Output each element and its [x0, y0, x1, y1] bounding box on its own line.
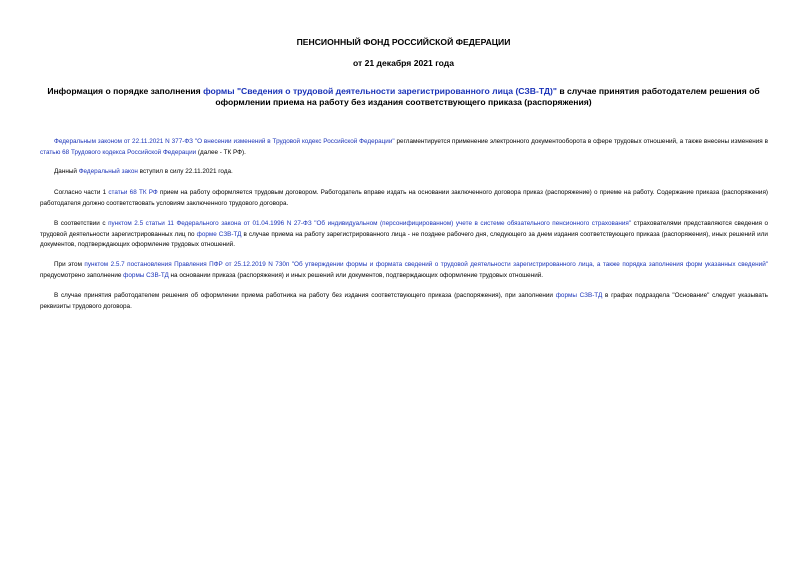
- paragraph-1: [40, 137, 768, 158]
- paragraph-3: [40, 188, 768, 209]
- szv-td-form-link[interactable]: формы СЗВ-ТД: [555, 292, 603, 299]
- title-text-end: в случае принятия работодателем решения об оформлении приема на работу без издания соответствующего приказа (распоряжения): [215, 86, 760, 107]
- paragraph-2: [40, 167, 768, 178]
- paragraph-5: [40, 260, 768, 281]
- paragraph-text: регламентируется применение электронного документооборота в сфере трудовых отношений, а также внесены изменения в: [394, 138, 768, 145]
- paragraph-text: вступил в силу 22.11.2021 года.: [137, 168, 233, 175]
- pfr-resolution-730p-link[interactable]: пунктом 2.5.7 постановления Правления ПФР от 25.12.2019 N 730п "Об утверждении формы и формата сведений о трудовой деятельности зарегистрированного лица, а также порядка заполнения форм указанных сведений": [84, 261, 768, 268]
- organization-heading: ПЕНСИОННЫЙ ФОНД РОССИЙСКОЙ ФЕДЕРАЦИИ: [296, 37, 511, 47]
- paragraph-text: Согласно части 1: [54, 189, 109, 196]
- paragraph-text: В случае принятия работодателем решения об оформлении приема работника на работу без издания соответствующего приказа (распоряжения), при заполнении: [54, 292, 556, 299]
- szv-td-form-link[interactable]: форме СЗВ-ТД: [196, 230, 242, 238]
- paragraph-6: [40, 291, 768, 312]
- paragraph-text: (далее - ТК РФ).: [196, 148, 246, 156]
- document-title: [40, 86, 767, 108]
- title-form-link[interactable]: формы "Сведения о трудовой деятельности зарегистрированного лица (СЗВ-ТД)": [203, 86, 557, 96]
- paragraph-text: Данный: [54, 168, 79, 175]
- paragraph-text: в графах подраздела "Основание" следует указывать реквизиты трудового договора.: [40, 292, 768, 310]
- document-date: от 21 декабря 2021 года: [352, 58, 455, 68]
- federal-law-377-link[interactable]: Федеральным законом от 22.11.2021 N 377-ФЗ "О внесении изменений в Трудовой кодекс Российской Федерации": [54, 138, 395, 145]
- paragraph-text: на основании приказа (распоряжения) и иных решений или документов, подтверждающих оформление трудовых отношений.: [168, 271, 544, 279]
- article-68-link[interactable]: статьи 68 ТК РФ: [108, 189, 158, 196]
- paragraph-text: При этом: [54, 261, 85, 268]
- paragraph-text: страхователями представляются сведения о трудовой деятельности зарегистрированных лиц по: [40, 220, 769, 238]
- article-68-tk-link[interactable]: статью 68 Трудового кодекса Российской Федерации: [40, 148, 197, 156]
- paragraph-text: предусмотрено заполнение: [40, 271, 124, 279]
- paragraph-text: в случае приема на работу зарегистрированного лица - не позднее рабочего дня, следующего за днем издания соответствующего приказа (распоряжения), иных решений или документов, подтверждающих оформление трудовых отношений.: [40, 230, 768, 249]
- federal-law-link[interactable]: Федеральный закон: [78, 168, 138, 175]
- title-text-start: Информация о порядке заполнения: [47, 86, 204, 96]
- szv-td-form-link[interactable]: формы СЗВ-ТД: [123, 271, 169, 279]
- law-27-fz-link[interactable]: пунктом 2.5 статьи 11 Федерального закона от 01.04.1996 N 27-ФЗ "Об индивидуальном (персонифицированном) учете в системе обязательного пенсионного страхования": [108, 220, 632, 227]
- paragraph-text: В соответствии с: [54, 220, 109, 227]
- paragraph-4: [40, 219, 768, 251]
- paragraph-text: прием на работу оформляется трудовым договором. Работодатель вправе издать на основании заключенного договора приказ (распоряжение) о приеме на работу. Содержание приказа (распоряжения) работодателя должно соответствовать условиям заключенного трудового договора.: [40, 189, 769, 207]
